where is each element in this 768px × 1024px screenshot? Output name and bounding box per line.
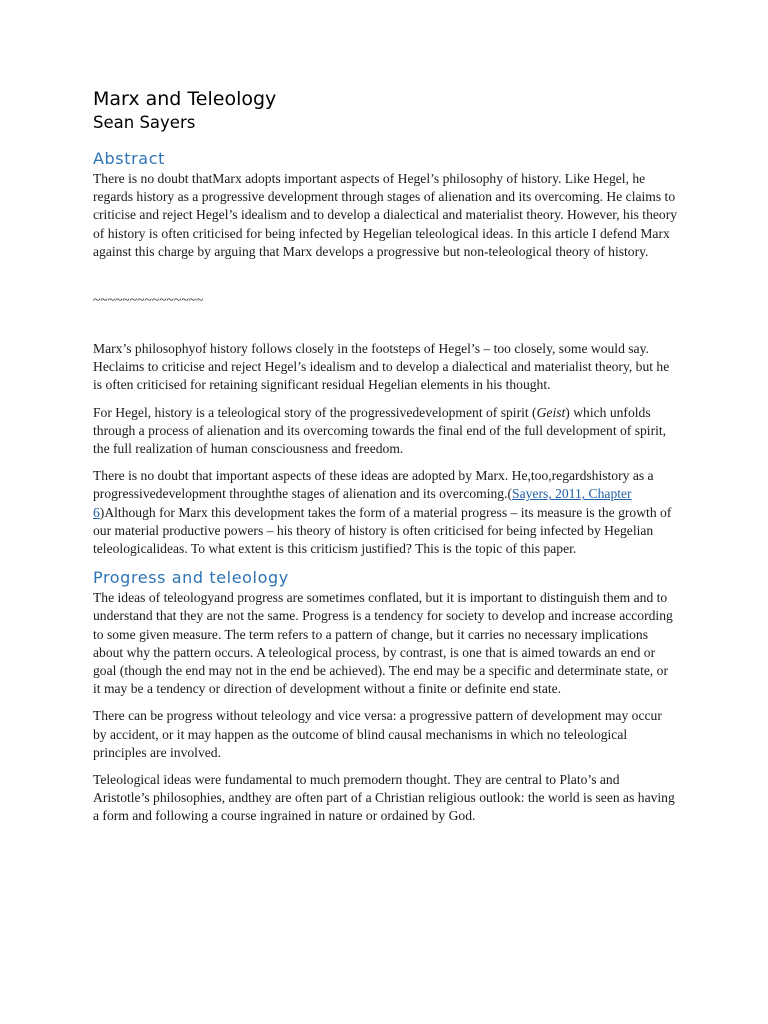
citation-link[interactable]: Sayers, 2011, Chapter 6 — [93, 486, 632, 520]
section-paragraph-1: The ideas of teleologyand progress are sometimes conflated, but it is important to distinguish them and to understand that they are not the same. Progress is a tendency for society to develop and increase according to some given measure. The term refers to a pattern of change, but it carries no necessary implications about why the pattern occurs. A teleological process, by contrast, is one that is aimed towards an end or goal (though the end may not in the end be achieved). The end may be a specific and determinate state, or it may be a tendency or direction of development without a finite or definite end state. — [93, 590, 673, 697]
section-separator: ~~~~~~~~~~~~~~~ — [93, 292, 204, 308]
document-author: Sean Sayers — [93, 113, 196, 132]
intro-paragraph-2 — [93, 404, 678, 459]
geist-term: Geist — [536, 404, 566, 420]
document-page — [93, 86, 678, 835]
intro-paragraph-2-text-b: ) which unfolds through a process of alienation and its overcoming towards the final end of the full development of spirit, the full realization of human consciousness and freedom. — [93, 404, 667, 457]
progress-teleology-heading: Progress and teleology — [93, 568, 289, 588]
intro-paragraph-2-text-a: For Hegel, history is a teleological story of the progressivedevelopment of spirit ( — [93, 404, 537, 420]
section-paragraph-3: Teleological ideas were fundamental to much premodern thought. They are central to Plato’s and Aristotle’s philosophies, andthey are often part of a Christian religious outlook: the world is seen as having a form and following a course ingrained in nature or ordained by God. — [93, 772, 675, 824]
document-title: Marx and Teleology — [93, 88, 277, 110]
abstract-paragraph: There is no doubt thatMarx adopts important aspects of Hegel’s philosophy of history. Like Hegel, he regards history as a progressive development through stages of alienation and its overcoming. He claims to criticise and reject Hegel’s idealism and to develop a dialectical and materialist theory. However, his theory of history is often criticised for being infected by Hegelian teleological ideas. In this article I defend Marx against this charge by arguing that Marx develops a progressive but non-teleological theory of history. — [93, 171, 678, 259]
intro-paragraph-1: Marx’s philosophyof history follows closely in the footsteps of Hegel’s – too closely, some would say. Heclaims to criticise and reject Hegel’s idealism and to develop a dialectical and materialist theory, but he is often criticised for retaining significant residual Hegelian elements in his thought. — [93, 341, 670, 393]
abstract-heading: Abstract — [93, 149, 165, 168]
intro-paragraph-3-text-b: )Although for Marx this development takes the form of a material progress – its measure is the growth of our material productive powers – his theory of history is often criticised for being infected by Hegelian teleologicalideas. To what extent is this criticism justified? This is the topic of this paper. — [93, 504, 672, 557]
intro-paragraph-3-text-a: There is no doubt that important aspects of these ideas are adopted by Marx. He,too,regardshistory as a progressivedevelopment throughthe stages of alienation and its overcoming.( — [93, 468, 654, 502]
intro-paragraph-3 — [93, 467, 678, 558]
section-paragraph-2: There can be progress without teleology and vice versa: a progressive pattern of development may occur by accident, or it may happen as the outcome of blind causal mechanisms in which no teleological principles are involved. — [93, 708, 662, 760]
